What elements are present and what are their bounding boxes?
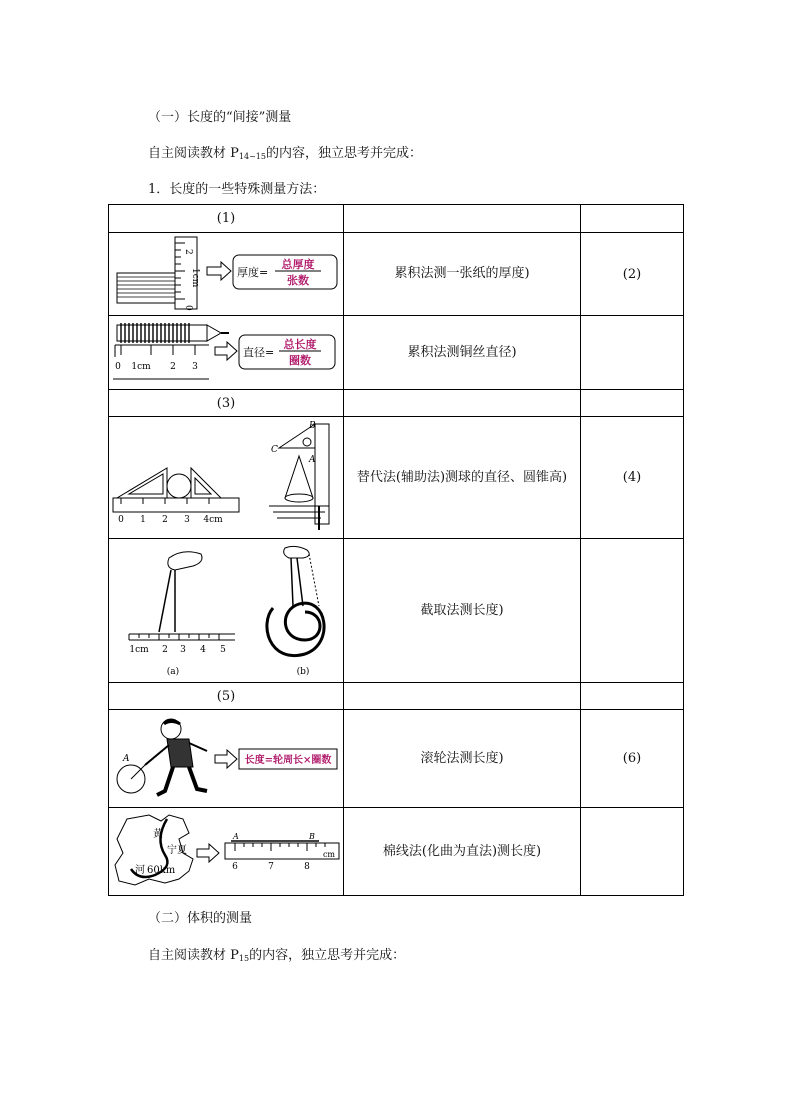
ruler-tick: 8 — [304, 861, 310, 872]
formula-label: 厚度= — [237, 266, 269, 279]
cell-method-4 — [344, 390, 581, 417]
instruction-suffix: 的内容，独立思考并完成： — [265, 146, 422, 161]
divider-figure — [109, 540, 343, 682]
label-a: A — [123, 753, 130, 764]
map-figure — [109, 809, 343, 895]
ruler — [225, 832, 339, 872]
boy-pushing-wheel — [145, 719, 207, 795]
cell-method-5: 替代法(辅助法)测球的直径、圆锥高) — [344, 417, 581, 539]
cell-answer-7 — [581, 683, 684, 710]
table-row — [109, 539, 684, 683]
cell-method-1 — [344, 205, 581, 233]
subtitle-special-methods: 1．长度的一些特殊测量方法： — [148, 182, 326, 197]
label-b: B — [309, 831, 315, 841]
label-c: C — [271, 444, 278, 455]
formula-label: 直径= — [243, 345, 275, 359]
page-number: 15 — [238, 954, 250, 963]
table-row — [109, 417, 684, 539]
cell-method-9: 棉线法(化曲为直法)测长度) — [344, 808, 581, 896]
ball-cone-figure — [109, 418, 343, 538]
ruler-tick: 0 — [115, 361, 121, 372]
cell-label-4: (3) — [109, 390, 344, 417]
page-range: 14~15 — [238, 152, 266, 161]
formula-denominator: 圈数 — [289, 353, 311, 367]
compass-a — [159, 551, 202, 631]
ruler-tick: 3 — [180, 644, 186, 655]
label-b: B — [309, 420, 316, 431]
wheel-figure — [109, 711, 343, 807]
figure-divider-cell — [109, 539, 344, 683]
cell-label-7: (5) — [109, 683, 344, 710]
cell-answer-5: (4) — [581, 417, 684, 539]
ruler-tick: 2 — [170, 361, 176, 372]
table-row — [109, 233, 684, 316]
cell-method-6: 截取法测长度) — [344, 539, 581, 683]
table-row — [109, 205, 684, 233]
arrow-icon — [207, 262, 231, 280]
caption-b: (b) — [296, 666, 310, 677]
arrow-icon — [197, 844, 219, 862]
ruler-unit: cm — [322, 849, 336, 859]
ruler-tick: 1 — [140, 514, 146, 525]
ruler-unit: 1cm — [190, 268, 200, 288]
cell-label-1: (1) — [109, 205, 344, 233]
figure-wire-cell — [109, 316, 344, 390]
label-a: A — [309, 454, 316, 465]
ruler-tick: 5 — [220, 644, 226, 655]
map-label-he: 河 — [135, 864, 145, 876]
instruction-prefix: 自主阅读教材 P — [148, 948, 239, 963]
table-row — [109, 683, 684, 710]
map-scale: 60km — [147, 864, 176, 876]
cone-apparatus — [269, 421, 329, 530]
table-row — [109, 390, 684, 417]
cell-answer-9 — [581, 808, 684, 896]
cell-answer-8: (6) — [581, 710, 684, 808]
cell-method-8: 滚轮法测长度) — [344, 710, 581, 808]
instruction-suffix: 的内容，独立思考并完成： — [249, 948, 406, 963]
cell-method-3: 累积法测铜丝直径) — [344, 316, 581, 390]
compass-b — [284, 546, 319, 606]
arrow-icon — [215, 750, 237, 768]
ruler-tick: 3 — [184, 514, 190, 525]
ruler-tick: 1cm — [129, 644, 149, 655]
cell-answer-3 — [581, 316, 684, 390]
methods-table — [108, 204, 684, 896]
ruler-tick: 7 — [268, 861, 274, 872]
cell-answer-2: (2) — [581, 233, 684, 316]
instruction-volume — [148, 944, 405, 963]
ruler-tick: 3 — [192, 361, 198, 372]
caption-a: (a) — [166, 666, 180, 677]
ruler-tick: 2 — [162, 644, 168, 655]
instruction-length — [148, 142, 422, 161]
table-row — [109, 710, 684, 808]
curved-line — [267, 603, 324, 655]
paper-stack — [117, 273, 175, 303]
cell-answer-6 — [581, 539, 684, 683]
ruler-tick: 4cm — [203, 514, 223, 525]
wire-diameter-figure — [109, 317, 343, 389]
map-label-huang: 黄 — [153, 828, 163, 840]
arrow-icon — [215, 342, 237, 360]
formula-text: 长度=轮周长×圈数 — [244, 754, 332, 766]
ruler-tick-2: 2 — [183, 249, 193, 255]
ruler-tick: 6 — [232, 861, 238, 872]
cell-answer-1 — [581, 205, 684, 233]
map-label-ningxia: 宁夏 — [167, 844, 187, 856]
cell-answer-4 — [581, 390, 684, 417]
section-title-length: （一）长度的“间接”测量 — [148, 110, 292, 125]
figure-ball-cell — [109, 417, 344, 539]
cell-method-7 — [344, 683, 581, 710]
cell-method-2: 累积法测一张纸的厚度) — [344, 233, 581, 316]
table-row — [109, 808, 684, 896]
instruction-prefix: 自主阅读教材 P — [148, 146, 239, 161]
formula-numerator: 总长度 — [283, 337, 317, 351]
ruler-tick: 4 — [200, 644, 206, 655]
vertical-ruler — [175, 237, 200, 311]
ball — [167, 474, 191, 498]
ruler — [113, 498, 239, 525]
set-square-right — [191, 468, 221, 498]
section-title-volume: （二）体积的测量 — [148, 911, 253, 926]
set-square-left — [117, 468, 167, 498]
formula-denominator: 张数 — [287, 274, 309, 287]
figure-paper-cell — [109, 233, 344, 316]
ruler-tick: 2 — [162, 514, 168, 525]
formula-numerator: 总厚度 — [281, 258, 315, 271]
figure-map-cell — [109, 808, 344, 896]
figure-wheel-cell — [109, 710, 344, 808]
ruler-tick-0: 0 — [183, 305, 193, 311]
ruler-tick: 1cm — [131, 361, 151, 372]
paper-thickness-figure — [109, 233, 343, 315]
table-row — [109, 316, 684, 390]
label-a: A — [233, 831, 239, 841]
ruler-tick: 0 — [118, 514, 124, 525]
horizontal-ruler — [113, 345, 209, 379]
ruler-a — [129, 634, 235, 677]
